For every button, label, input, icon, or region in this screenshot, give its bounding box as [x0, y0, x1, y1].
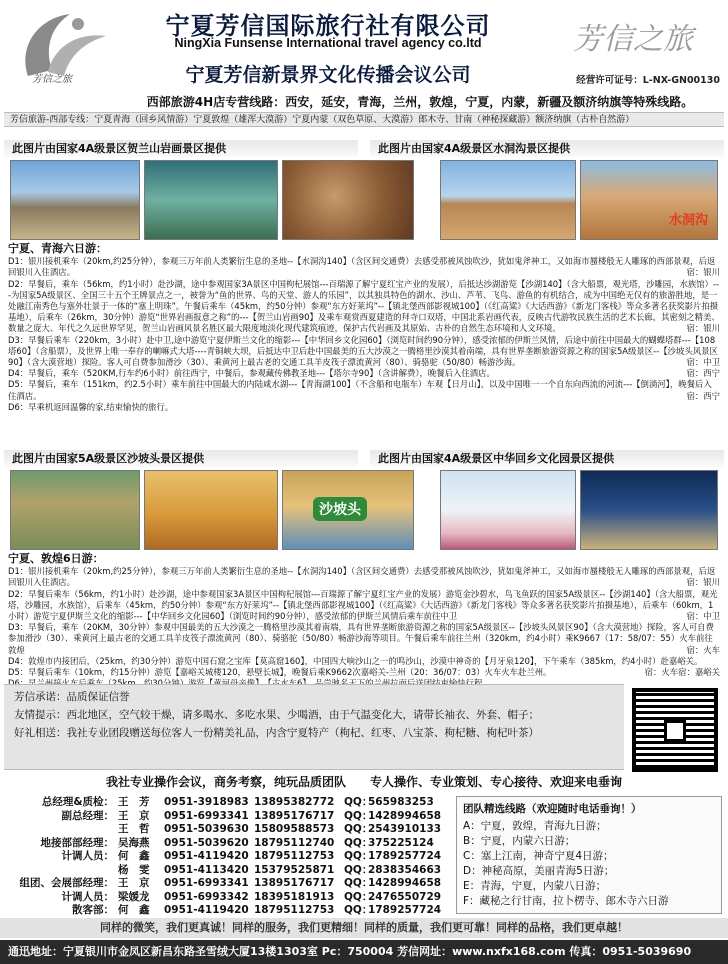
header — [0, 0, 728, 92]
team-route-item: E：青海，宁夏，内蒙八日游； — [463, 880, 607, 892]
slogan-bar: 同样的微笑，我们更真诚！同样的服务，我们更精细！同样的质量，我们更可靠！同样的品格，我们更卓越！ — [0, 918, 728, 938]
contact-row: 王 哲 0951-5039630 15809588573 QQ： 2543910133 — [118, 823, 442, 835]
qr-code[interactable] — [632, 688, 718, 772]
shuidonggou-label: 水洞沟 — [668, 213, 708, 228]
itin1-day4: D4：早餐后，乘车（520KM,行车约6小时）前往西宁，中餐后，参观藏传佛教圣地---【塔尔寺90】（含讲解费），晚餐后入住酒店。 宿：西宁 — [8, 368, 720, 379]
company-subtitle: 宁夏芳信新景界文化传播会议公司 — [185, 64, 471, 86]
contact-row: 总经理&质检： 王 芳 0951-3918983 13895382772 QQ： 565983253 — [41, 796, 434, 808]
license-number: 经营许可证号：L-NX-GN00130 — [576, 75, 720, 86]
itin1-day2: D2：早餐后，乘车（56km，约1小时）赴沙湖，途中参观国家3A景区中国枸杞展馆---百瑞源了解宁夏红宝产业的发展），后抵达沙湖游览【沙湖140】（含大船票，观光塔，沙雕园，水族馆）---为国家5A级景区、全国三十五个王牌景点之一，被誉为“鱼的世界、鸟的天堂、游人的乐园”，以其独具特色的湖水、沙山、芦苇、飞鸟、游鱼的有机结合，成为中国绝无仅有的旅游胜地，是一处融江南秀色与塞外壮景于一体的“塞上明珠”。午餐后乘车（45km，约50分钟）参观“东方好莱坞”--【镇北堡西部影视城100】（《红高粱》《大话西游》《新龙门客栈》等众多著名获奖影片拍摄基地），后乘车（26km，30分钟）游览“世界岩画报意之称”的---【贺兰山岩画90】及乘车观赏西夏建造的拜寺口双塔，中国北系岩画代表，反映古代游牧民族生活的艺术长廊，其密刻之精美、数量之庞大、年代之久远世界罕见，贺兰山岩画风景名胜区最大限度地淡化现代建筑痕迹，保护古代岩画及其原始、古朴的自然生态环境和人文环境。 宿：银川 — [8, 278, 720, 334]
itin1-day6: D6：早乘机返回温馨的家,结束愉快的旅行。 — [8, 401, 174, 412]
shapotou-label: 沙坡头 — [313, 497, 367, 521]
team-routes-title: 团队精选线路（欢迎随时电话垂询！） — [463, 803, 642, 815]
friendly-tips: 友情提示：西北地区，空气较干燥，请多喝水、多吃水果、少喝酒，由于气温变化大，请带长袖衣、外套、帽子； — [14, 709, 539, 721]
contact-row: 计调人员： 何 鑫 0951-4119420 18795112753 QQ： 1789257724 — [61, 850, 442, 862]
itin2-day2: D2：早餐后乘车（56km，约1小时）赴沙湖，途中参观国家3A景区中国枸杞展馆---百瑞源了解宁夏红宝产业的发展）游览金沙碧水，鸟飞鱼跃的国家5A级景区--【沙湖140】（含大船票，观光塔，沙雕园，水族馆），后乘车（45km，约50分钟）参观“东方好莱坞”--【镇北堡西部影视城100】（《红高粱》《大话西游》《新龙门客栈》等众多著名获奖影片拍摄基地），后乘车（60km，1小时）游览宁夏伊斯兰文化的缩影---【中华回乡文化园60】（浏览时间约90分钟），感受浓郁的伊斯兰风情后乘车前往中卫 宿：中卫 — [8, 588, 720, 622]
section2-right-band: 此图片由国家4A级景区中华回乡文化园景区提供 — [370, 450, 724, 467]
company-title-en: NingXia Funsense International travel agency co.ltd — [174, 36, 482, 50]
itin2-day4: D4：敦煌市内接团后，（25km，约30分钟）游览中国石窟之宝库【莫高窟160】，中国四大响沙山之一的鸣沙山，沙漠中神奇的【月牙泉120】，下午乘车（385km，约4小时）赴嘉峪关。 宿：嘉峪关 — [8, 655, 720, 678]
itin1-day3: D3：早餐后乘车（220km，3小时）赴中卫,途中游览宁夏伊斯兰文化的缩影---【中华回乡文化园60】（浏览时间约90分钟），感受浓郁的伊斯兰风情，后途中前往中国最大的蝴蝶塔群---【108塔60】（含船票），及世界上唯一奉存的喇嘛式大塔----青铜峡大坝，后抵达中卫后赴中国最美的五大沙漠之一腾格里沙漠其着南端，具有世界垄断旅游资源之称的国家5A级景区--【沙坡头风景区90】（含大漠营地）探险。客人可自费参加滑沙（30）、乘黄河上最古老的交通工具羊皮筏子漂流黄河（80）、骑骆驼（50/80）畅游沙海。 宿：中卫 — [8, 334, 720, 368]
contact-row: 地接部部经理： 吴海燕 0951-5039620 18795112740 QQ： 375225124 — [40, 836, 434, 849]
section1-right-band: 此图片由国家4A级景区水洞沟景区提供 — [370, 140, 724, 157]
itinerary-qinghai-title: 宁夏、青海六日游： — [8, 242, 107, 255]
contact-row: 杨 雯 0951-4113420 15379525871 QQ： 2838354663 — [118, 863, 442, 876]
service-motto: 我社专业操作会议，商务考察，纯玩品质团队 专人操作、专业策划、专心接待、欢迎来电垂询 — [105, 775, 622, 789]
photo-mosque-day — [440, 470, 576, 550]
photo-raft — [10, 470, 140, 550]
brand-calligraphy: 芳信之旅 — [573, 22, 693, 57]
promise-line: 芳信承诺：品质保证信誉 — [14, 691, 130, 703]
photo-rock-painting — [282, 160, 414, 240]
qr-logo-icon — [664, 720, 686, 742]
itinerary-dunhuang-title: 宁夏、敦煌6日游： — [8, 552, 104, 565]
photo-lake — [144, 160, 278, 240]
route-strip: 芳信旅游-西部专线：宁夏青海（回乡风情游）宁夏敦煌（雄浑大漠游）宁夏内蒙（双色草原、大漠游）郎木寺、甘南（神秘探藏游）额济纳旗（古朴自然游） — [4, 112, 724, 127]
team-route-item: D：神秘高原，美丽青海5日游； — [463, 865, 615, 877]
photo-helan-mountain — [10, 160, 140, 240]
team-route-item: F：藏秘之行甘南，拉卜楞寺、郎木寺六日游 — [463, 895, 669, 907]
team-route-item: C：塞上江南，神奇宁夏4日游； — [463, 850, 614, 862]
team-route-item: A：宁夏，敦煌，青海九日游； — [463, 820, 607, 832]
section1-left-band: 此图片由国家4A级景区贺兰山岩画景区提供 — [4, 140, 358, 157]
route-line: 西部旅游4H店专营线路：西安，延安，青海，兰州，敦煌，宁夏，内蒙，新疆及额济纳旗等特殊线路。 — [146, 95, 694, 109]
contact-row: 副总经理： 王 京 0951-6993341 13895176717 QQ： 1428994658 — [61, 809, 442, 822]
contact-row: 散客部： 何 鑫 0951-4119420 18795112753 QQ： 1789257724 — [72, 904, 442, 916]
gift-line: 好礼相送：我社专业团段赠送每位客人一份精美礼品，内含宁夏特产（枸杞、红枣、八宝茶、枸杞糖、枸杞叶茶） — [14, 727, 539, 739]
itin1-day5: D5：早餐后，乘车（151km，约2.5小时）乘车前往中国最大的内陆咸水湖---【青海湖100】（不含船和电瓶车）车观【日月山】，以及中国唯一一个自东向西流的河流---【倒淌河】，晚餐后入住酒店。 宿：西宁 — [8, 379, 720, 401]
logo-text: 芳信之旅 — [32, 74, 72, 85]
photo-desert — [144, 470, 278, 550]
itin2-day1: D1：银川接机乘车（20km,约25分钟），参观三万年前人类繁衍生息的圣地--【水洞沟140】（含区间交通费）去感受那被风蚀吹沙，犹如鬼斧神工，又如海市蜃楼般无人雕琢的西部景观，后返回银川入住酒店。 宿：银川 — [8, 566, 720, 588]
itin2-day5: D5：早餐后乘车（10km，约15分钟）游览【嘉峪关城楼120，悬壁长城】，晚餐后乘K9662次嘉峪关-兰州（20：36/07：03）火车火车赴兰州。 宿：火车 — [8, 667, 679, 678]
team-routes-box — [456, 796, 722, 914]
contact-list — [4, 796, 454, 918]
itinerary-qinghai — [8, 243, 720, 413]
itin2-day3: D3：早餐后，乘车（20KM，30分钟）参观中国最美的五大沙漠之一腾格里沙漠其着南端，具有世界垄断旅游资源之称的国家5A级景区--【沙坡头风景区90】（含大漠营地）探险，客人可自费参加滑沙（30）、乘黄河上最古老的交通工具羊皮筏子漂流黄河（80）、骑骆驼（50/80）畅游沙海等项目。午餐后乘车前往兰州（320km，约4小时）乘K9667（17：58/07：55）火车前往敦煌 宿：火车 — [8, 622, 720, 655]
photo-shuidonggou-canyon — [580, 160, 718, 240]
team-route-item: B：宁夏，内蒙六日游； — [463, 835, 576, 847]
contact-row: 计调人员： 梁媛龙 0951-6993342 18395181913 QQ： 2476550729 — [61, 890, 442, 903]
footer-address-bar: 通迅地址：宁夏银川市金凤区新昌东路圣雪绒大厦13楼1303室 Pc：750004 芳信网址：www.nxfx168.com 传真：0951-5039690 — [0, 940, 728, 964]
itin1-day1: D1：银川接机乘车（20km,约25分钟），参观三万年前人类繁衍生息的圣地--【水洞沟140】（含区间交通费）去感受那被风蚀吹沙，犹如鬼斧神工，又如海市蜃楼般无人雕琢的西部景观，后返回银川入住酒店。 宿：银川 — [8, 256, 720, 278]
section2-left-band: 此图片由国家5A级景区沙坡头景区提供 — [4, 450, 358, 467]
contact-row: 组团、会展部经理： 王 京 0951-6993341 13895176717 QQ： 1428994658 — [19, 877, 442, 889]
photo-mosque-night — [580, 470, 718, 550]
company-logo — [8, 6, 118, 92]
photo-shapotou-sign — [282, 470, 414, 550]
itinerary-dunhuang — [8, 553, 720, 689]
photo-shuidonggou-fort — [440, 160, 576, 240]
company-title: 宁夏芳信国际旅行社有限公司 — [165, 11, 491, 40]
promise-box — [4, 684, 624, 770]
